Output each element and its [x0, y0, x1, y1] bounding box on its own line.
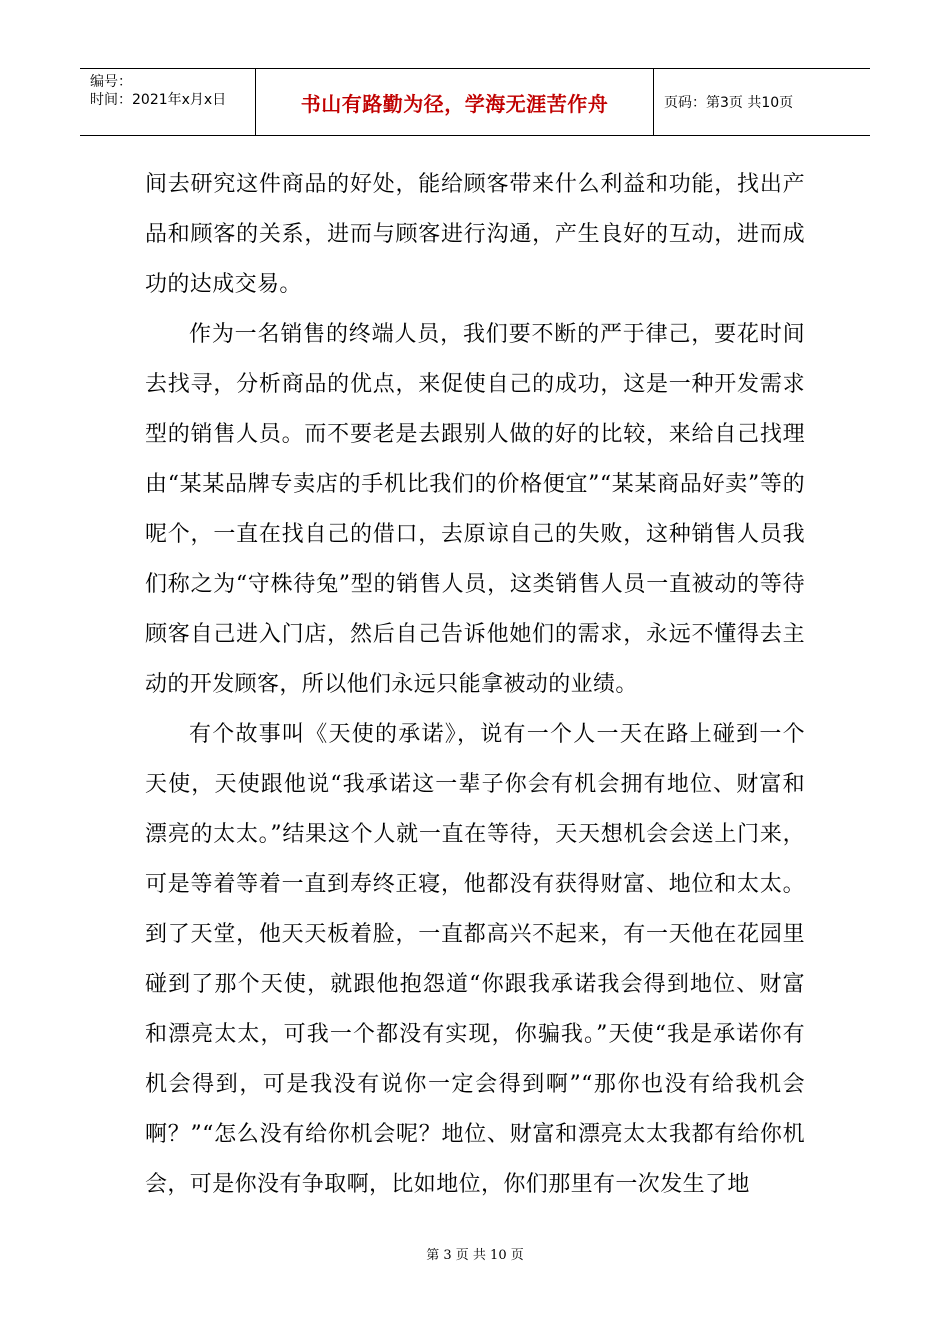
- paragraph-continued: 间去研究这件商品的好处，能给顾客带来什么利益和功能，找出产品和顾客的关系，进而与顾客进行沟通，产生良好的互动，进而成功的达成交易。: [145, 172, 805, 297]
- header-page-info: 页码：第3页 共10页: [664, 95, 794, 111]
- header-meta: [80, 69, 256, 135]
- page-header: [80, 68, 870, 136]
- page-footer: 第 3 页 共 10 页: [426, 1248, 524, 1263]
- paragraph: 有个故事叫《天使的承诺》，说有一个人一天在路上碰到一个天使，天使跟他说“我承诺这一辈子你会有机会拥有地位、财富和漂亮的太太。”结果这个人就一直在等待，天天想机会会送上门来，可是等着等着一直到寿终正寝，他都没有获得财富、地位和太太。到了天堂，他天天板着脸，一直都高兴不起来，有一天他在花园里碰到了那个天使，就跟他抱怨道“你跟我承诺我会得到地位、财富和漂亮太太，可我一个都没有实现，你骗我。”天使“我是承诺你有机会得到，可是我没有说你一定会得到啊”“那你也没有给我机会啊？”“怎么没有给你机会呢？地位、财富和漂亮太太我都有给你机会，可是你没有争取啊，比如地位，你们那里有一次发生了地: [145, 722, 805, 1197]
- document-number-label: 编号：: [90, 74, 132, 90]
- paragraph: 作为一名销售的终端人员，我们要不断的严于律己，要花时间去找寻，分析商品的优点，来促使自己的成功，这是一种开发需求型的销售人员。而不要老是去跟别人做的好的比较，来给自己找理由“某某品牌专卖店的手机比我们的价格便宜”“某某商品好卖”等的呢个，一直在找自己的借口，去原谅自己的失败，这种销售人员我们称之为“守株待兔”型的销售人员，这类销售人员一直被动的等待顾客自己进入门店，然后自己告诉他她们的需求，永远不懂得去主动的开发顾客，所以他们永远只能拿被动的业绩。: [145, 322, 805, 697]
- document-date: 时间：2021年x月x日: [90, 92, 227, 108]
- document-body: [145, 160, 805, 1210]
- header-motto: 书山有路勤为径，学海无涯苦作舟: [256, 69, 654, 135]
